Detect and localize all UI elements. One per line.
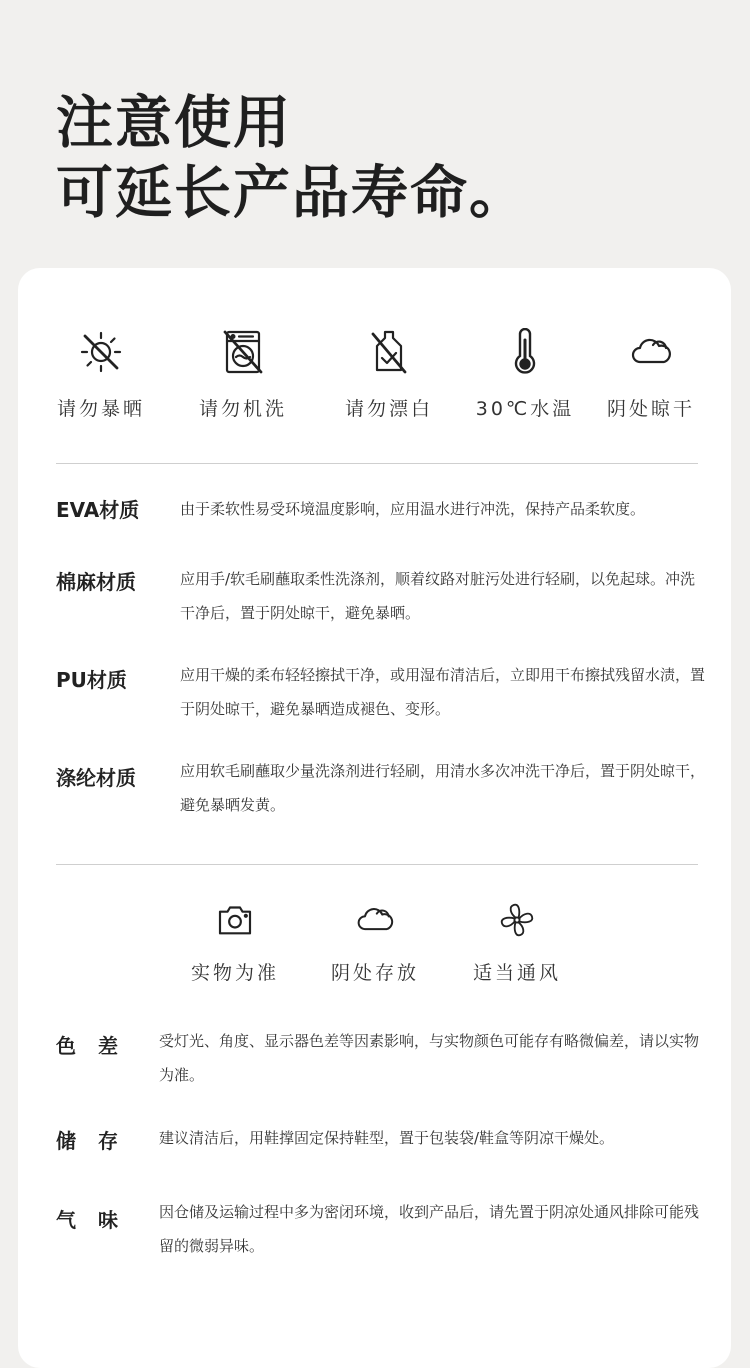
no-bleach-icon xyxy=(365,328,413,376)
care-item-water-temp xyxy=(460,328,590,421)
care-item-no-bleach xyxy=(324,328,454,421)
care-label-no-bleach: 请勿漂白 xyxy=(344,398,433,420)
cloud-icon xyxy=(627,328,675,376)
care-card xyxy=(18,268,731,1368)
material-name: 棉麻材质 xyxy=(56,570,136,594)
note-name: 储存 xyxy=(56,1129,140,1153)
headline xyxy=(56,88,528,228)
notice-icon-row xyxy=(18,900,731,990)
notice-item-shade-storage xyxy=(310,900,440,985)
care-label-water-temp: 30℃水温 xyxy=(475,398,575,420)
material-name: 涤纶材质 xyxy=(56,766,136,790)
note-name: 色差 xyxy=(56,1034,140,1058)
material-desc: 应用软毛刷蘸取少量洗涤剂进行轻刷，用清水多次冲洗干净后，置于阴处晾干，避免暴晒发黄。 xyxy=(180,762,706,814)
care-item-shade-dry xyxy=(586,328,716,421)
care-label-no-machine-wash: 请勿机洗 xyxy=(198,398,287,420)
fan-icon xyxy=(497,900,537,940)
material-desc: 应用手/软毛刷蘸取柔性洗涤剂，顺着纹路对脏污处进行轻刷，以免起球。冲洗干净后，置于阴处晾干，避免暴晒。 xyxy=(180,570,696,622)
no-machine-wash-icon xyxy=(219,328,267,376)
notice-label-shade-storage: 阴处存放 xyxy=(330,962,419,984)
cloud-icon xyxy=(353,900,397,940)
notice-item-ventilation xyxy=(452,900,582,985)
note-desc: 建议清洁后，用鞋撑固定保持鞋型，置于包装袋/鞋盒等阴凉干燥处。 xyxy=(159,1129,615,1147)
no-sun-icon xyxy=(77,328,125,376)
divider-middle xyxy=(56,864,698,865)
note-name: 气味 xyxy=(56,1208,140,1232)
note-desc: 因仓储及运输过程中多为密闭环境，收到产品后，请先置于阴凉处通风排除可能残留的微弱异味。 xyxy=(159,1203,700,1255)
care-label-shade-dry: 阴处晾干 xyxy=(606,398,695,420)
divider-top xyxy=(56,463,698,464)
material-desc: 应用干燥的柔布轻轻擦拭干净，或用湿布清洁后，立即用干布擦拭残留水渍，置于阴处晾干，避免暴晒造成褪色、变形。 xyxy=(180,666,706,718)
notice-item-actual-product xyxy=(170,900,300,985)
care-item-no-sun xyxy=(36,328,166,421)
care-label-no-sun: 请勿暴晒 xyxy=(56,398,145,420)
care-item-no-machine-wash xyxy=(178,328,308,421)
note-desc: 受灯光、角度、显示器色差等因素影响，与实物颜色可能存有略微偏差，请以实物为准。 xyxy=(159,1032,700,1084)
material-desc: 由于柔软性易受环境温度影响，应用温水进行冲洗，保持产品柔软度。 xyxy=(180,500,646,518)
thermometer-icon xyxy=(501,328,549,376)
notice-label-ventilation: 适当通风 xyxy=(472,962,561,984)
material-name: EVA材质 xyxy=(56,498,140,522)
material-name: PU材质 xyxy=(56,668,127,692)
notice-label-actual-product: 实物为准 xyxy=(190,962,279,984)
headline-line-1: 注意使用 xyxy=(56,90,292,156)
camera-icon xyxy=(215,900,255,940)
headline-line-2: 可延长产品寿命。 xyxy=(56,160,528,226)
care-icon-row xyxy=(18,328,731,438)
